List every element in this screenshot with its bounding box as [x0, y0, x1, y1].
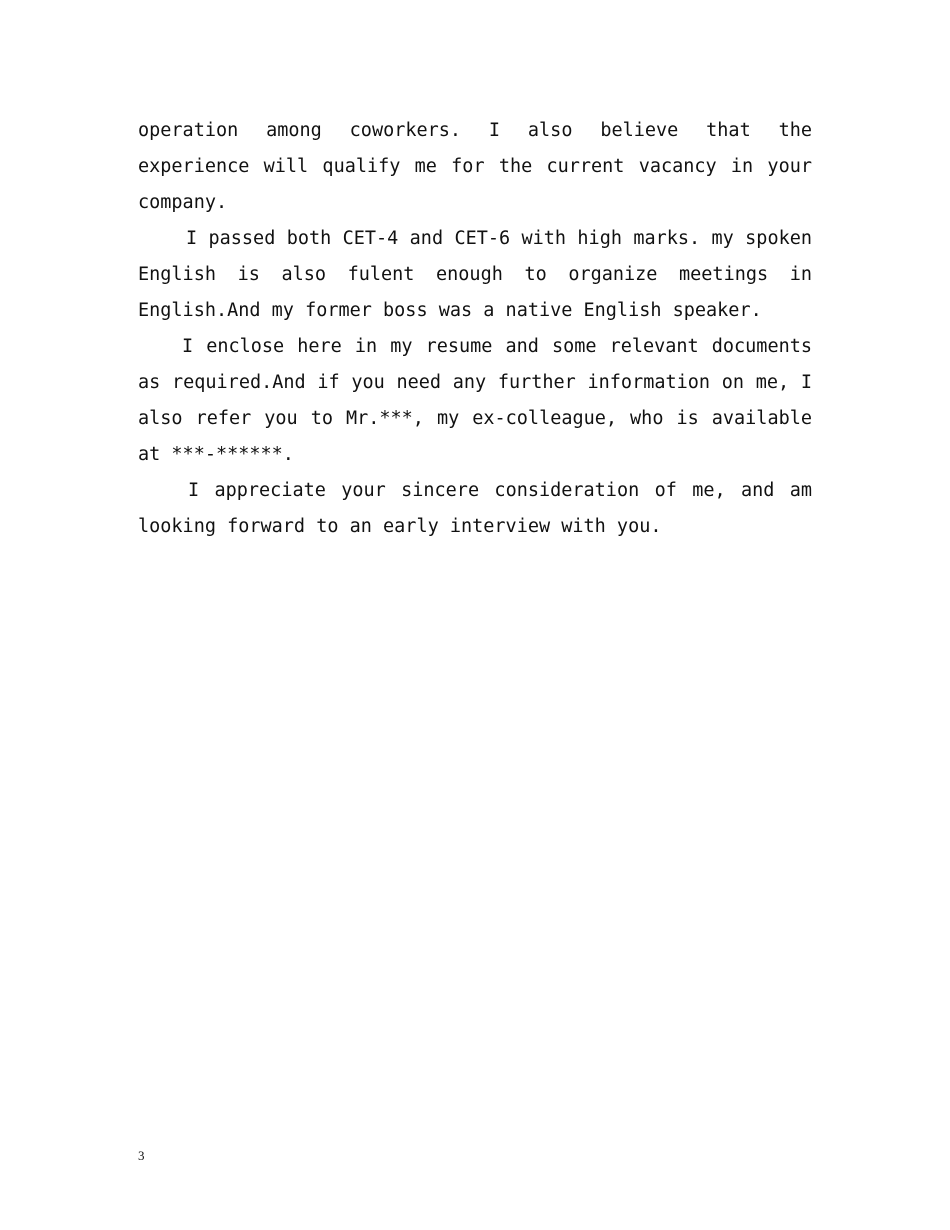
paragraph-continuation: operation among coworkers. I also believe that the experience will qualify me for the current vacancy in your company.: [138, 120, 812, 213]
paragraph-english-skills: I passed both CET-4 and CET-6 with high marks. my spoken English is also fulent enough to organize meetings in English.And my former boss was a native English speaker.: [138, 228, 812, 321]
paragraph-closing: I appreciate your sincere consideration of me, and am looking forward to an early interview with you.: [138, 480, 812, 537]
letter-body: [138, 113, 812, 545]
paragraph-enclosure: I enclose here in my resume and some relevant documents as required.And if you need any further information on me, I also refer you to Mr.***, my ex-colleague, who is available at ***-******.: [138, 336, 812, 465]
page-number: 3: [138, 1148, 145, 1163]
